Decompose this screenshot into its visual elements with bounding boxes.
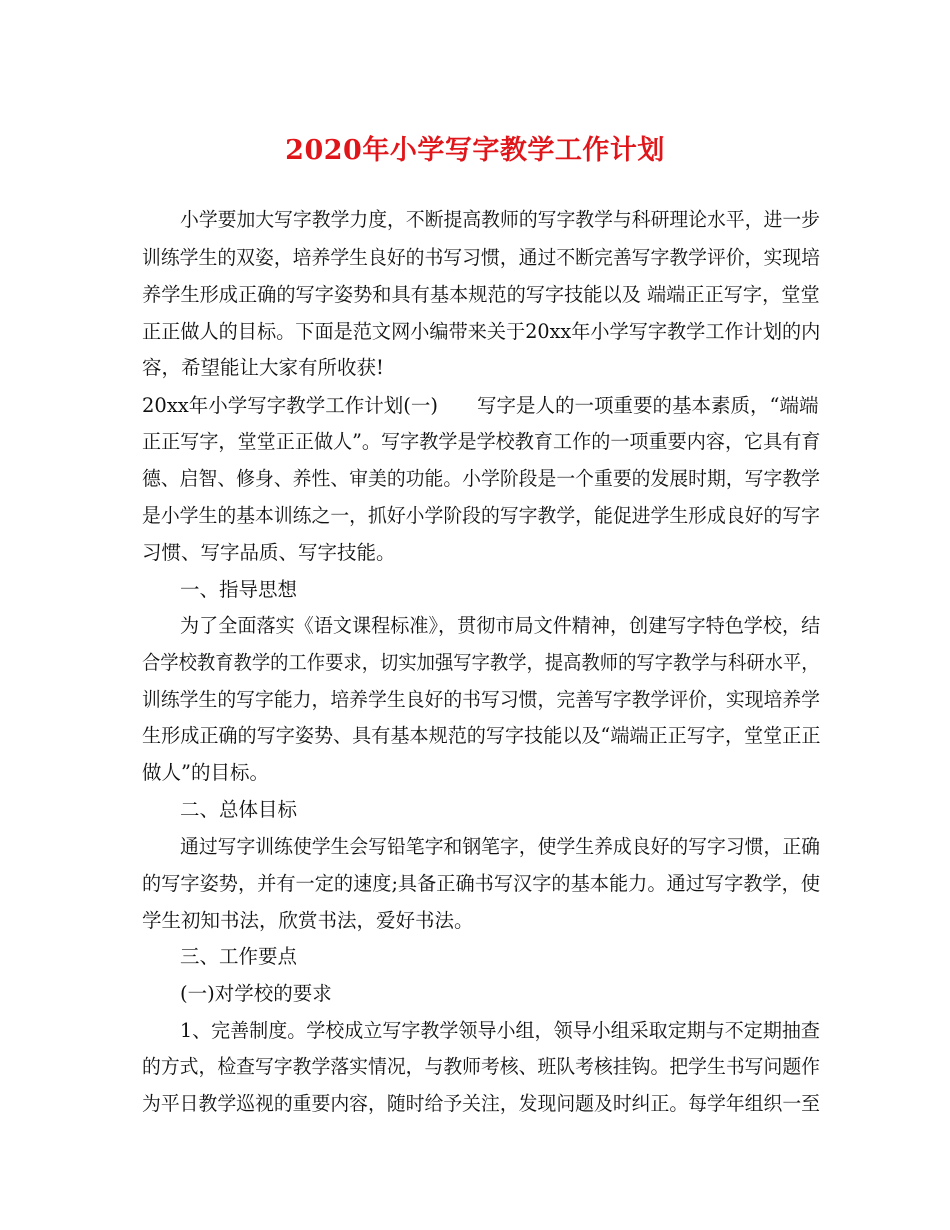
text-line: 德、启智、修身、养性、审美的功能。小学阶段是一个重要的发展时期，写字教学 xyxy=(142,467,821,490)
text-line: 的方式，检查写字教学落实情况，与教师考核、班队考核挂钩。把学生书写问题作 xyxy=(142,1055,821,1078)
text-line: 通过写字训练使学生会写铅笔字和钢笔字，使学生养成良好的写字习惯，正确 xyxy=(180,835,821,858)
subsection-heading: (一)对学校的要求 xyxy=(180,982,332,1005)
text-line: 为平日教学巡视的重要内容，随时给予关注，发现问题及时纠正。每学年组织一至 xyxy=(142,1092,821,1115)
section-heading: 二、总体目标 xyxy=(180,798,298,821)
text-line: 小学要加大写字教学力度，不断提高教师的写字教学与科研理论水平，进一步 xyxy=(180,208,821,231)
text-line: 正正写字，堂堂正正做人”。写字教学是学校教育工作的一项重要内容，它具有育 xyxy=(142,430,821,453)
text-line: 做人”的目标。 xyxy=(142,761,269,784)
section-heading: 一、指导思想 xyxy=(180,578,298,601)
text-line: 为了全面落实《语文课程标准》，贯彻市局文件精神，创建写字特色学校，结 xyxy=(180,614,821,637)
text-line: 习惯、写字品质、写字技能。 xyxy=(142,541,396,564)
text-line: 养学生形成正确的写字姿势和具有基本规范的写字技能以及 端端正正写字，堂堂 xyxy=(142,283,820,306)
text-line: 的写字姿势，并有一定的速度;具备正确书写汉字的基本能力。通过写字教学，使 xyxy=(142,872,821,895)
text-line: 20xx年小学写字教学工作计划(一) 写字是人的一项重要的基本素质，“端端 xyxy=(142,394,819,417)
text-line: 训练学生的写字能力，培养学生良好的书写习惯，完善写字教学评价，实现培养学 xyxy=(142,688,821,711)
section-heading: 三、工作要点 xyxy=(180,945,298,968)
text-line: 正正做人的目标。下面是范文网小编带来关于20xx年小学写字教学工作计划的内 xyxy=(142,320,821,343)
text-line: 合学校教育教学的工作要求，切实加强写字教学，提高教师的写字教学与科研水平， xyxy=(142,651,820,674)
text-line: 1、完善制度。学校成立写字教学领导小组，领导小组采取定期与不定期抽查 xyxy=(180,1019,820,1042)
text-line: 容，希望能让大家有所收获! xyxy=(142,356,384,379)
document-title: 2020年小学写字教学工作计划 xyxy=(285,135,665,166)
text-line: 是小学生的基本训练之一，抓好小学阶段的写字教学，能促进学生形成良好的写字 xyxy=(142,504,821,527)
text-line: 训练学生的双姿，培养学生良好的书写习惯，通过不断完善写字教学评价，实现培 xyxy=(142,246,821,269)
text-line: 学生初知书法，欣赏书法，爱好书法。 xyxy=(142,909,474,932)
text-line: 生形成正确的写字姿势、具有基本规范的写字技能以及“端端正正写字，堂堂正正 xyxy=(142,724,821,747)
